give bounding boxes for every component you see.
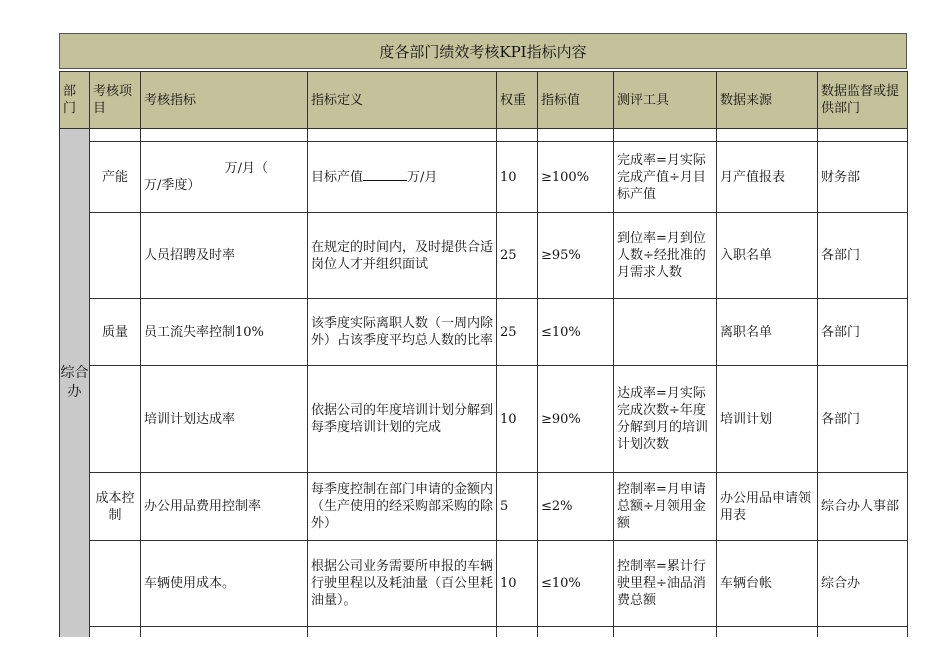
header-dept: 部门	[60, 72, 90, 129]
kpi-table	[59, 71, 908, 637]
trailing-row	[60, 627, 908, 637]
category-cell	[90, 366, 141, 473]
dept-cell: 综合办	[60, 129, 90, 637]
value-cell: ≥100%	[538, 142, 614, 213]
spacer-cell	[308, 129, 497, 142]
trailing-cell	[614, 627, 717, 637]
category-cell	[90, 213, 141, 299]
definition-cell: 根据公司业务需要所申报的车辆行驶里程以及耗油量（百公里耗油量）。	[308, 541, 497, 627]
indicator-line2: 万/季度）	[144, 178, 201, 193]
tool-cell: 控制率=月申请总额÷月领用金额	[614, 473, 717, 541]
trailing-cell	[90, 627, 141, 637]
value-cell: ≥90%	[538, 366, 614, 473]
spacer-cell	[614, 129, 717, 142]
indicator-cell: 办公用品费用控制率	[141, 473, 308, 541]
definition-suffix: 万/月	[407, 170, 438, 185]
monitor-cell: 综合办	[818, 541, 908, 627]
category-cell: 产能	[90, 142, 141, 213]
monitor-cell: 各部门	[818, 366, 908, 473]
spacer-cell	[141, 129, 308, 142]
tool-cell: 完成率=月实际完成产值÷月目标产值	[614, 142, 717, 213]
definition-cell	[308, 142, 497, 213]
sheet-title	[59, 33, 907, 69]
spacer-cell	[717, 129, 818, 142]
header-item: 考核项目	[90, 72, 141, 129]
header-source: 数据来源	[717, 72, 818, 129]
header-monitor: 数据监督或提供部门	[818, 72, 908, 129]
table-row	[60, 213, 908, 299]
indicator-cell: 人员招聘及时率	[141, 213, 308, 299]
definition-cell: 依据公司的年度培训计划分解到每季度培训计划的完成	[308, 366, 497, 473]
table-row	[60, 142, 908, 213]
table-row	[60, 473, 908, 541]
trailing-cell	[497, 627, 538, 637]
source-cell: 离职名单	[717, 299, 818, 366]
table-row	[60, 541, 908, 627]
spacer-cell	[497, 129, 538, 142]
indicator-cell	[141, 142, 308, 213]
indicator-line1: 万/月（	[224, 161, 268, 176]
definition-cell: 该季度实际离职人数（一周内除外）占该季度平均总人数的比率	[308, 299, 497, 366]
tool-cell	[614, 299, 717, 366]
spacer-cell	[818, 129, 908, 142]
spacer-row	[60, 129, 908, 142]
monitor-cell: 各部门	[818, 299, 908, 366]
kpi-sheet	[59, 33, 907, 637]
spacer-cell	[90, 129, 141, 142]
indicator-cell: 员工流失率控制10%	[141, 299, 308, 366]
definition-cell: 在规定的时间内，及时提供合适岗位人才并组织面试	[308, 213, 497, 299]
trailing-cell	[308, 627, 497, 637]
value-cell: ≥95%	[538, 213, 614, 299]
table-row	[60, 299, 908, 366]
header-value: 指标值	[538, 72, 614, 129]
definition-prefix: 目标产值	[311, 170, 364, 185]
value-cell: ≤10%	[538, 541, 614, 627]
trailing-cell	[538, 627, 614, 637]
table-row	[60, 366, 908, 473]
weight-cell: 10	[497, 142, 538, 213]
source-cell: 入职名单	[717, 213, 818, 299]
tool-cell: 控制率=累计行驶里程÷油品消费总额	[614, 541, 717, 627]
weight-cell: 10	[497, 541, 538, 627]
spacer-cell	[538, 129, 614, 142]
monitor-cell: 综合办人事部	[818, 473, 908, 541]
source-cell: 培训计划	[717, 366, 818, 473]
trailing-cell	[141, 627, 308, 637]
category-cell: 成本控制	[90, 473, 141, 541]
indicator-cell: 培训计划达成率	[141, 366, 308, 473]
tool-cell: 达成率=月实际完成次数÷年度分解到月的培训计划次数	[614, 366, 717, 473]
header-indicator: 考核指标	[141, 72, 308, 129]
tool-cell: 到位率=月到位人数÷经批准的月需求人数	[614, 213, 717, 299]
source-cell: 办公用品申请领用表	[717, 473, 818, 541]
trailing-cell	[717, 627, 818, 637]
header-tool: 测评工具	[614, 72, 717, 129]
weight-cell: 25	[497, 299, 538, 366]
value-cell: ≤10%	[538, 299, 614, 366]
weight-cell: 10	[497, 366, 538, 473]
monitor-cell: 各部门	[818, 213, 908, 299]
value-cell: ≤2%	[538, 473, 614, 541]
header-weight: 权重	[497, 72, 538, 129]
category-cell	[90, 541, 141, 627]
trailing-cell	[818, 627, 908, 637]
blank-underline	[363, 168, 407, 181]
weight-cell: 25	[497, 213, 538, 299]
header-row	[60, 72, 908, 129]
header-definition: 指标定义	[308, 72, 497, 129]
sheet-title-text: 度各部门绩效考核KPI指标内容	[379, 42, 587, 61]
indicator-cell: 车辆使用成本。	[141, 541, 308, 627]
definition-cell: 每季度控制在部门申请的金额内（生产使用的经采购部采购的除外）	[308, 473, 497, 541]
source-cell: 月产值报表	[717, 142, 818, 213]
weight-cell: 5	[497, 473, 538, 541]
category-cell: 质量	[90, 299, 141, 366]
monitor-cell: 财务部	[818, 142, 908, 213]
source-cell: 车辆台帐	[717, 541, 818, 627]
